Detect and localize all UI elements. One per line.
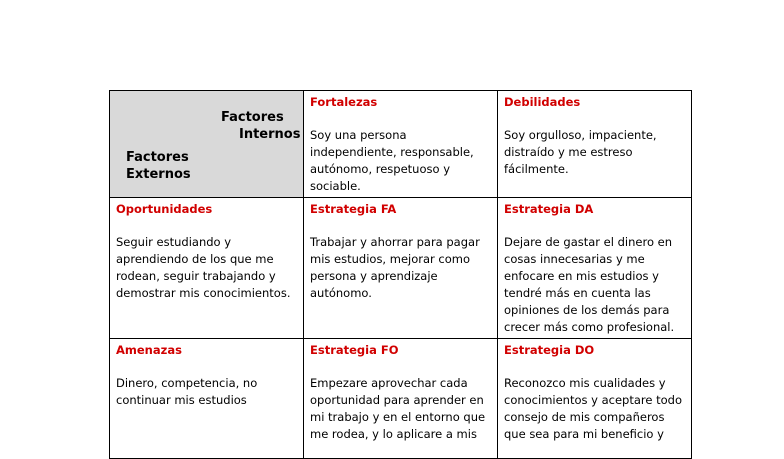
externos-line1: Factores <box>126 150 189 165</box>
estrategia-fo-text: Empezare aprovechar cada oportunidad para aprender en mi trabajo y en el entorno que me rodea, y lo aplicare a mis <box>310 376 486 441</box>
estrategia-fa-text: Trabajar y ahorrar para pagar mis estudios, mejorar como persona y aprendizaje autónomo. <box>310 235 480 300</box>
estrategia-da-cell <box>498 198 692 339</box>
estrategia-fa-heading: Estrategia FA <box>310 202 397 216</box>
fortalezas-cell <box>304 91 498 198</box>
oportunidades-heading: Oportunidades <box>116 202 213 216</box>
table-row <box>110 198 692 339</box>
amenazas-text: Dinero, competencia, no continuar mis estudios <box>116 376 258 407</box>
internos-line2: Internos <box>239 127 301 142</box>
externos-line2: Externos <box>126 167 191 182</box>
internos-line1: Factores <box>221 110 284 125</box>
debilidades-heading: Debilidades <box>504 95 581 109</box>
debilidades-cell <box>498 91 692 198</box>
estrategia-da-text: Dejare de gastar el dinero en cosas innecesarias y me enfocare en mis estudios y tendré más en cuenta las opiniones de los demás para crecer más como profesional. <box>504 235 675 334</box>
estrategia-do-heading: Estrategia DO <box>504 343 595 357</box>
estrategia-da-heading: Estrategia DA <box>504 202 594 216</box>
factores-externos-label <box>126 149 206 183</box>
fortalezas-text: Soy una persona independiente, responsable, autónomo, respetuoso y sociable. <box>310 128 474 193</box>
estrategia-fo-heading: Estrategia FO <box>310 343 399 357</box>
table-row <box>110 91 692 198</box>
foda-matrix <box>109 90 692 459</box>
debilidades-text: Soy orgulloso, impaciente, distraído y me estreso fácilmente. <box>504 128 657 176</box>
estrategia-do-text: Reconozco mis cualidades y conocimientos y aceptare todo consejo de mis compañeros que sea para mi beneficio y <box>504 376 683 441</box>
factores-internos-label <box>221 109 301 143</box>
fortalezas-heading: Fortalezas <box>310 95 378 109</box>
amenazas-heading: Amenazas <box>116 343 182 357</box>
oportunidades-cell <box>110 198 304 339</box>
oportunidades-text: Seguir estudiando y aprendiendo de los que me rodean, seguir trabajando y demostrar mis conocimientos. <box>116 235 291 300</box>
estrategia-fa-cell <box>304 198 498 339</box>
corner-cell <box>110 91 304 198</box>
